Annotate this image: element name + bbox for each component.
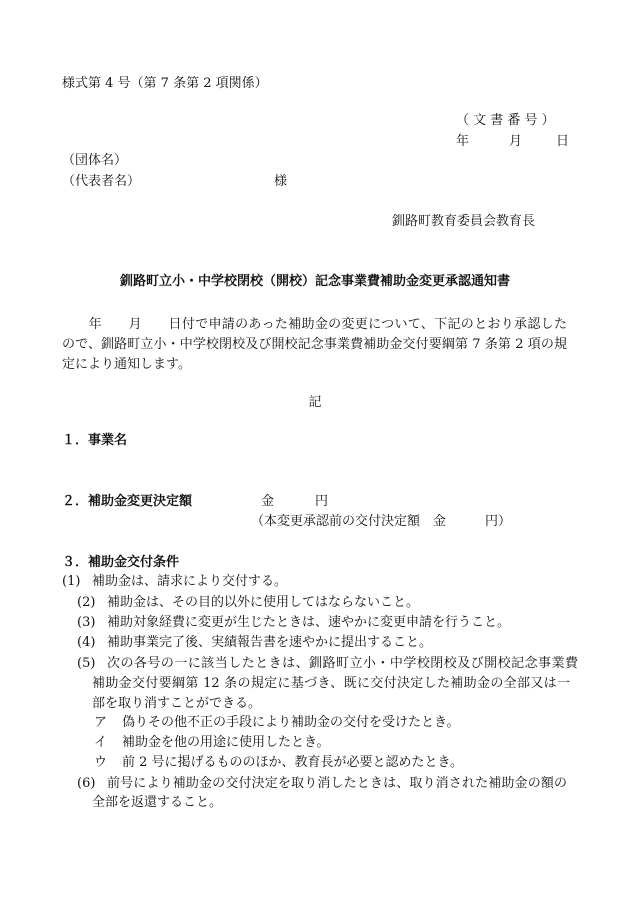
sub-item-label: イ bbox=[94, 735, 108, 750]
recipient-organization: （団体名） bbox=[62, 153, 128, 168]
condition-label: (3) bbox=[77, 615, 96, 630]
sender: 釧路町教育委員会教育長 bbox=[392, 214, 536, 229]
amount-prefix: 金 bbox=[261, 494, 275, 509]
condition-label: (2) bbox=[77, 595, 96, 610]
sub-item-label: ア bbox=[94, 715, 108, 730]
condition-label: (1) bbox=[62, 574, 81, 589]
ki-marker: 記 bbox=[308, 395, 322, 410]
project-name-heading: １．事業名 bbox=[62, 433, 128, 448]
body-line: 年 月 日付で申請のあった補助金の変更について、下記のとおり承認した bbox=[62, 317, 567, 332]
body-line: ので、釧路町立小・中学校閉校及び開校記念事業費補助金交付要綱第 7 条第 2 項の規 bbox=[62, 337, 567, 352]
condition-text: 補助金交付要綱第 12 条の規定に基づき、既に交付決定した補助金の全部又は一 bbox=[92, 676, 570, 691]
recipient-representative: （代表者名） bbox=[62, 174, 141, 189]
conditions-heading: ３．補助金交付条件 bbox=[62, 555, 180, 570]
condition-text: 補助金は、その目的以外に使用してはならないこと。 bbox=[107, 595, 420, 610]
condition-text: 補助対象経費に変更が生じたときは、速やかに変更申請を行うこと。 bbox=[107, 615, 511, 630]
sub-item-text: 偽りその他不正の手段により補助金の交付を受けたとき。 bbox=[122, 715, 460, 730]
condition-text: 前号により補助金の交付決定を取り消したときは、取り消された補助金の額の bbox=[107, 776, 567, 791]
date-day: 日 bbox=[556, 134, 570, 149]
condition-text: 部を取り消すことができる。 bbox=[92, 696, 262, 711]
amount-heading: ２．補助金変更決定額 bbox=[62, 494, 193, 509]
form-number: 様式第 4 号（第 7 条第 2 項関係） bbox=[62, 76, 268, 91]
document-title: 釧路町立小・中学校閉校（開校）記念事業費補助金変更承認通知書 bbox=[119, 274, 510, 289]
condition-label: (5) bbox=[77, 656, 96, 671]
sub-item-text: 補助金を他の用途に使用したとき。 bbox=[122, 735, 330, 750]
body-line: 定により通知します。 bbox=[62, 357, 191, 372]
condition-label: (4) bbox=[77, 635, 96, 650]
condition-text: 次の各号の一に該当したときは、釧路町立小・中学校閉校及び開校記念事業費 bbox=[107, 656, 578, 671]
condition-text: 補助事業完了後、実績報告書を速やかに提出すること。 bbox=[107, 635, 433, 650]
recipient-honorific: 様 bbox=[274, 174, 288, 189]
sub-item-text: 前 2 号に掲げるもののほか、教育長が必要と認めたとき。 bbox=[122, 755, 464, 770]
amount-unit: 円 bbox=[315, 494, 329, 509]
amount-note: （本変更承認前の交付決定額 金 円） bbox=[251, 514, 512, 529]
condition-label: (6) bbox=[77, 776, 96, 791]
date-year: 年 bbox=[456, 134, 470, 149]
document-number: （ 文 書 番 号 ） bbox=[456, 113, 555, 128]
sub-item-label: ウ bbox=[94, 755, 108, 770]
date-month: 月 bbox=[509, 134, 523, 149]
condition-text: 全部を返還すること。 bbox=[92, 795, 223, 810]
condition-text: 補助金は、請求により交付する。 bbox=[92, 574, 288, 589]
